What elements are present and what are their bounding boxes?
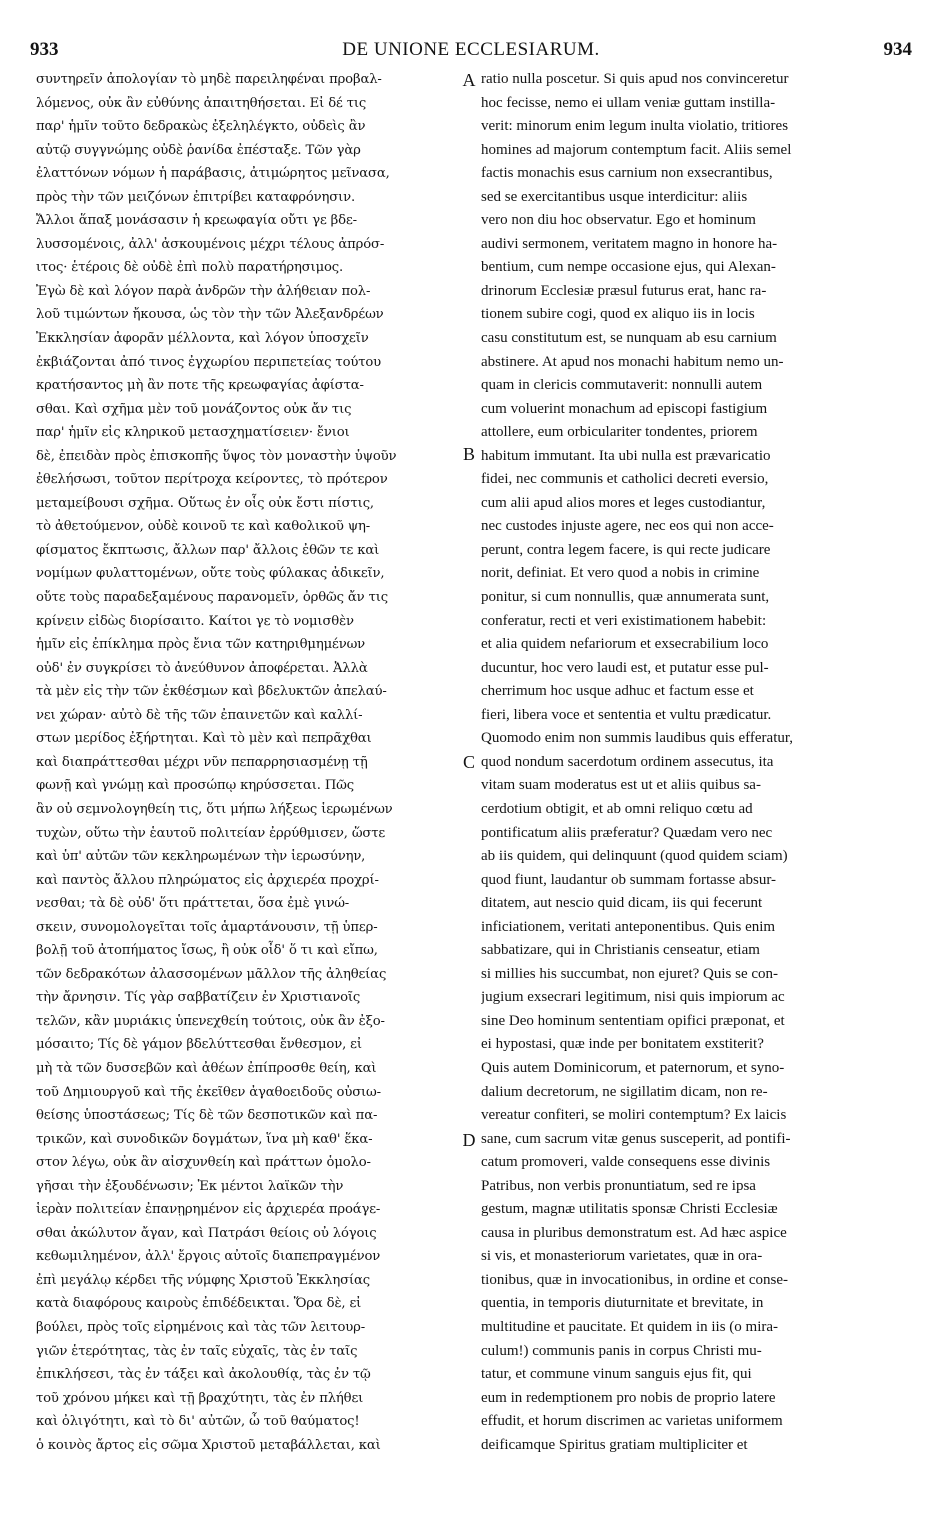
greek-text-line: Ἐγὼ δὲ καὶ λόγον παρὰ ἀνδρῶν τὴν ἀλήθειαν πολ- [36, 283, 371, 299]
latin-text-line: drinorum Ecclesiæ præsul futurus erat, hanc ra- [481, 282, 767, 299]
greek-text-line: ἐκβιάζονται ἀπό τινος ἐγχωρίου περιπετείας τούτου [36, 354, 382, 370]
latin-text-line: quod nondum sacerdotum ordinem assecutus, ita [481, 753, 774, 770]
latin-text-line: verit: minorum enim legum inulta violatio, tritiores [481, 118, 789, 135]
greek-text-line: αὐτῷ συγγνώμης οὐδὲ ῥανίδα ἐπέσταξε. Τῶν γὰρ [36, 142, 361, 158]
latin-text-line: sabbatizare, qui in Christianis censeatur, etiam [481, 942, 760, 959]
greek-text-line: ἐπὶ μεγάλῳ κέρδει τῆς νύμφης Χριστοῦ Ἐκκλησίας [36, 1272, 370, 1288]
latin-text-line: homines ad majorum contemptum facit. Aliis semel [481, 141, 792, 158]
greek-text-line: βολῇ τοῦ ἀτοπήματος ἴσως, ἢ οὐκ οἶδ' ὅ τι καὶ εἴπω, [36, 943, 378, 959]
latin-text-line: multitudine et paucitate. Et quidem in iis (o mira- [481, 1318, 779, 1335]
greek-text-line: φίσματος ἔκπτωσις, ἄλλων παρ' ἄλλοις ἐθῶν τε καὶ [36, 542, 380, 558]
latin-text-line: vero non diu hoc observatur. Ego et hominum [481, 212, 756, 229]
latin-text-line: catum promoveri, valde consequens esse divinis [481, 1154, 771, 1171]
greek-text-line: παρ' ἡμῖν τοῦτο δεδρακὼς ἐξεληλέγκτο, οὐδεὶς ἂν [36, 119, 366, 135]
greek-text-line: γῆσαι τὴν ἐξουδένωσιν; Ἐκ μέντοι λαϊκῶν τὴν [36, 1178, 344, 1194]
latin-text-line: quentia, in temporis diuturnitate et brevitate, in [481, 1295, 764, 1312]
latin-text-line: cherrimum hoc usque adhuc et factum esse et [481, 683, 754, 700]
greek-text-line: τυχὼν, οὕτω τὴν ἑαυτοῦ πολιτείαν ἐρρύθμισεν, ὥστε [36, 825, 386, 841]
greek-text-line: οὐδ' ἐν συγκρίσει τὸ ἀνεύθυνον ἀποφέρεται. Ἀλλὰ [36, 660, 368, 676]
greek-text-line: λόμενος, οὐκ ἂν εὐθύνης ἀπαιτηθήσεται. Εἰ δέ τις [36, 95, 367, 111]
greek-text-line: νεσθαι; τὰ δὲ οὐδ' ὅτι πράττεται, ὅσα ἐμὲ γινώ- [36, 896, 350, 912]
greek-text-line: νομίμων φυλαττομένων, οὔτε τοὺς φύλακας ἀδικεῖν, [36, 566, 385, 582]
latin-text-line: conferatur, recti et veri existimationem habebit: [481, 612, 767, 629]
latin-text-line: fieri, libera voce et sententia et vultu prædicatur. [481, 706, 772, 723]
greek-text-line: τὴν ἄρνησιν. Τίς γὰρ σαββατίζειν ἐν Χριστιανοῖς [36, 990, 361, 1006]
greek-text-line: λοῦ τιμώντων ἤκουσα, ὡς τὸν τὴν τῶν Ἀλεξανδρέων [36, 307, 384, 323]
latin-text-line: ponitur, si cum nonnullis, quæ annumerata sunt, [481, 589, 770, 606]
latin-column [481, 68, 911, 1457]
latin-text-line: cum alii apud alios mores et leges custodiantur, [481, 494, 766, 511]
greek-text-line: Ἐκκλησίαν ἀφορᾶν μέλλοντα, καὶ λόγον ὑποσχεῖν [36, 331, 369, 347]
latin-text-line: tionem subire cogi, quod ex aliquo iis in locis [481, 306, 755, 323]
latin-text-line: ditatem, aut nescio quid dicam, iis qui fecerunt [481, 895, 763, 912]
latin-text-line: quod fiunt, laudantur ob summam fortasse absur- [481, 871, 777, 888]
greek-text-line: σθαι. Καὶ σχῆμα μὲν τοῦ μονάζοντος οὐκ ἄν τις [36, 401, 352, 417]
greek-text-line: τρικῶν, καὶ συνοδικῶν δογμάτων, ἵνα μὴ καθ' ἕκα- [36, 1131, 373, 1147]
greek-text-line: τὸ ἀθετούμενον, οὐδὲ κοινοῦ τε καὶ καθολικοῦ ψη- [36, 519, 371, 535]
latin-text-line: fidei, nec communis et catholici decreti eversio, [481, 471, 769, 488]
latin-text-line: bentium, cum nempe occasione ejus, qui Alexan- [481, 259, 776, 276]
latin-text-line: causa in pluribus demonstratum est. Ad hæc aspice [481, 1224, 787, 1241]
latin-text-line: hoc fecisse, nemo ei ullam veniæ guttam instilla- [481, 94, 776, 111]
greek-text-line: νει χώραν· αὐτὸ δὲ τῆς τῶν ἐπαινετῶν καὶ καλλί- [36, 707, 363, 723]
greek-text-line: τῶν δεδρακότων ἀλασσομένων μᾶλλον τῆς ἀληθείας [36, 966, 387, 982]
page-number-left: 933 [30, 39, 59, 60]
latin-text-line: effudit, et horum discrimen ac varietas uniformem [481, 1413, 783, 1430]
greek-text-line: πρὸς τὴν τῶν μειζόνων ἐπιτρίβει καταφρόνησιν. [36, 189, 356, 205]
latin-text-line: gestum, magnæ utilitatis sponsæ Christi Ecclesiæ [481, 1201, 778, 1218]
greek-text-line: καὶ διαπράττεσθαι μέχρι νῦν πεπαρρησιασμένῃ τῇ [36, 754, 368, 770]
greek-text-line: στων μερίδος ἐξήρτηται. Καὶ τὸ μὲν καὶ πεπρᾶχθαι [36, 731, 372, 747]
latin-text-line: dalium decretorum, ne sigillatim dicam, non re- [481, 1083, 768, 1100]
latin-text-line: culum!) communis panis in corpus Christi mu- [481, 1342, 762, 1359]
greek-column [36, 68, 454, 1457]
greek-text-line: ἡμῖν εἰς ἐπίκλημα πρὸς ἔνια τῶν κατηριθμημένων [36, 637, 366, 653]
greek-text-line: τοῦ Δημιουργοῦ καὶ τῆς ἐκεῖθεν ἀγαθοειδοῦς οὐσιω- [36, 1084, 381, 1100]
greek-text-line: στον λέγω, οὐκ ἂν αἰσχυνθείη καὶ πράττων ὁμολο- [36, 1155, 371, 1171]
greek-text-line: τοῦ χρόνου μήκει καὶ τῇ βραχύτητι, τὰς ἐν πλήθει [36, 1390, 364, 1406]
greek-text-line: σθαι ἀκώλυτον ἄγαν, καὶ Πατράσι θείοις οὐ λόγοις [36, 1225, 377, 1241]
latin-text-line: ab iis quidem, qui delinquunt (quod quidem sciam) [481, 848, 788, 865]
page-number-right: 934 [883, 39, 912, 60]
greek-text-line: σκειν, συνομολογεῖται τοῖς ἁμαρτάνουσιν, τῇ ὑπερ- [36, 919, 378, 935]
greek-text-line: μόσαιτο; Τίς δὲ γάμον βδελύττεσθαι ἔνθεσμον, εἰ [36, 1037, 362, 1053]
latin-text-line: jugium exsecrari legitimum, nisi quis impiorum ac [481, 989, 785, 1006]
latin-text-line: casu constitutum est, se nunquam ab esu carnium [481, 330, 777, 347]
section-marker-d: D [462, 1130, 476, 1150]
latin-text-line: Quis autem Dominicorum, et paternorum, et syno- [481, 1059, 785, 1076]
greek-text-line: ἂν οὐ σεμνολογηθείη τις, ὅτι μήπω λήξεως ἱερωμένων [36, 801, 393, 817]
latin-text-line: vereatur confiteri, se moliri contemptum? Ex laicis [481, 1107, 787, 1124]
greek-text-line: ὁ κοινὸς ἄρτος εἰς σῶμα Χριστοῦ μεταβάλλεται, καὶ [36, 1437, 381, 1453]
latin-text-line: sed se exercitantibus usque interdicitur: aliis [481, 188, 748, 205]
greek-text-line: συντηρεῖν ἀπολογίαν τὸ μηδὲ παρειληφέναι προβαλ- [36, 72, 382, 87]
latin-text-line: Quomodo enim non summis laudibus quis efferatur, [481, 730, 794, 747]
greek-text-line: ιτος· ἑτέροις δὲ οὐδὲ ἐπὶ πολὺ παρατήρησιμος. [36, 260, 344, 276]
section-marker-b: B [462, 444, 475, 464]
latin-text-line: audivi sermonem, veritatem magno in honore ha- [481, 235, 778, 252]
greek-text-line: κρατήσαντος μὴ ἂν ποτε τῆς κρεωφαγίας ἀφίστα- [36, 378, 364, 394]
latin-text-line: tatur, et commune vinum sanguis ejus fit, qui [481, 1366, 752, 1383]
greek-text-line: ἐλαττόνων νόμων ἡ παράβασις, ἀτιμώρητος μεῖνασα, [36, 166, 390, 182]
latin-text-line: vitam suam moderatus est ut et aliis quibus sa- [481, 777, 761, 794]
greek-text-line: γιῶν ἑτερότητας, τὰς ἐν ταῖς εὐχαῖς, τὰς ἐν ταῖς [36, 1343, 358, 1359]
latin-text-line: tionibus, quæ in invocationibus, in ordine et conse- [481, 1271, 789, 1288]
greek-text-line: Ἄλλοι ἅπαξ μονάσασιν ἡ κρεωφαγία οὔτι γε βδε- [36, 213, 357, 229]
greek-text-line: τὰ μὲν εἰς τὴν τῶν ἐκθέσμων καὶ βδελυκτῶν ἀπελαύ- [36, 684, 387, 700]
greek-text-line: παρ' ἡμῖν εἰς κληρικοῦ μετασχηματίσειεν· ἔνιοι [36, 425, 350, 441]
greek-text-line: κατὰ διαφόρους καιροὺς ἐπιδέδεικται. Ὅρα δὲ, εἰ [36, 1296, 362, 1312]
greek-text-line: ἐπικλήσεσι, τὰς ἐν τάξει καὶ ἀκολουθίᾳ, τὰς ἐν τῷ [36, 1367, 371, 1383]
running-title: DE UNIONE ECCLESIARUM. [342, 39, 600, 60]
latin-text-line: nec custodes injuste agere, nec eos qui non acce- [481, 518, 774, 535]
latin-text-line: ratio nulla poscetur. Si quis apud nos convinceretur [481, 71, 789, 87]
latin-text-line: si millies his succumbat, non ejuret? Quis se con- [481, 965, 779, 982]
latin-text-line: habitum immutant. Ita ubi nulla est prævaricatio [481, 447, 771, 464]
latin-text-line: pontificatum aliis præferatur? Quædam vero nec [481, 824, 773, 841]
latin-text-line: sane, cum sacrum vitæ genus susceperit, ad pontifi- [481, 1130, 791, 1147]
greek-text-line: οὔτε τοὺς παραδεξαμένους παρανομεῖν, ὀρθῶς ἄν τις [36, 590, 388, 606]
greek-text-line: μὴ τὰ τῶν δυσσεβῶν καὶ ἀθέων ἐπίπροσθε θείη, καὶ [36, 1060, 377, 1076]
latin-text-line: attollere, eum orbiculariter tondentes, priorem [481, 424, 758, 441]
greek-text-line: κεθωμιλημένον, ἀλλ' ἔργοις αὐτοῖς διαπεπραγμένον [36, 1249, 381, 1265]
running-header [30, 38, 912, 62]
latin-text-line: norit, definiat. Et vero quod a nobis in crimine [481, 565, 760, 582]
greek-text-line: κρίνειν εἰδὼς διορίσαιτο. Καίτοι γε τὸ νομισθὲν [36, 613, 354, 629]
greek-text-line: καὶ παντὸς ἄλλου πληρώματος εἰς ἀρχιερέα προχρί- [36, 872, 379, 888]
latin-text-line: inficiationem, veritati anteponentibus. Quis enim [481, 918, 776, 935]
latin-text-line: cerdotium obtigit, et ab omni reliquo cœtu ad [481, 800, 753, 817]
greek-text-line: θείσης ὑποστάσεως; Τίς δὲ τῶν δεσποτικῶν καὶ πα- [36, 1108, 378, 1124]
greek-text-line: τελῶν, κἂν μυριάκις ὑπενεχθείη τούτοις, οὐκ ἂν ἐξο- [36, 1013, 385, 1029]
latin-text-line: si vis, et monasteriorum varietates, quæ in ora- [481, 1248, 763, 1265]
latin-text-line: perunt, contra legem facere, is qui recte judicare [481, 541, 771, 558]
greek-text-line: δὲ, ἐπειδὰν πρὸς ἐπισκοπῆς ὕψος τὸν μοναστὴν ὑψοῦν [36, 448, 397, 464]
greek-text-line: καὶ ὀλιγότητι, καὶ τὸ δι' αὐτῶν, ὦ τοῦ θαύματος! [36, 1414, 360, 1430]
latin-text-line: deificamque Spiritus gratiam multipliciter et [481, 1436, 748, 1453]
latin-text-line: quam in clericis commutaverit: nonnulli autem [481, 377, 763, 394]
greek-text-line: φωνῇ καὶ γνώμῃ καὶ προσώπῳ κηρύσσεται. Πῶς [36, 778, 355, 794]
section-marker-c: C [462, 752, 475, 772]
latin-text-line: et alia quidem nefariorum et exsecrabilium loco [481, 636, 769, 653]
latin-text-line: eum in redemptionem pro nobis de proprio latere [481, 1389, 776, 1406]
greek-text-line: ἐθελήσωσι, τοῦτον περίτροχα κείροντες, τὸ πρότερον [36, 472, 388, 488]
latin-text-line: Patribus, non verbis pronuntiatum, sed re ipsa [481, 1177, 756, 1194]
latin-text-line: cum voluerint monachum ad episcopi fastigium [481, 400, 768, 417]
latin-text-line: factis monachis esus carnium non exsecrantibus, [481, 165, 773, 182]
latin-text-line: abstinere. At apud nos monachi habitum nemo un- [481, 353, 784, 370]
greek-text-line: λυσσομένοις, ἀλλ' ἀσκουμένοις μέχρι τέλους ἀπρόσ- [36, 236, 385, 252]
latin-text-line: ei hypostasi, quæ inde per bonitatem exstiterit? [481, 1036, 764, 1053]
greek-text-line: καὶ ὑπ' αὐτῶν τῶν κεκληρωμένων τὴν ἱερωσύνην, [36, 849, 366, 865]
section-marker-a: A [462, 70, 476, 90]
latin-text-line: sine Deo hominum sententiam opifici præponat, et [481, 1012, 785, 1029]
greek-text-line: μεταμείβουσι σχῆμα. Οὕτως ἐν οἷς οὐκ ἔστι πίστις, [36, 495, 374, 511]
latin-text-line: ducuntur, hoc vero laudi est, et putatur esse pul- [481, 659, 769, 676]
greek-text-line: ἱερὰν πολιτείαν ἐπανῃρημένον εἰς ἀρχιερέα προάγε- [36, 1202, 381, 1218]
greek-text-line: βούλει, πρὸς τοῖς εἰρημένοις καὶ τὰς τῶν λειτουρ- [36, 1319, 366, 1335]
